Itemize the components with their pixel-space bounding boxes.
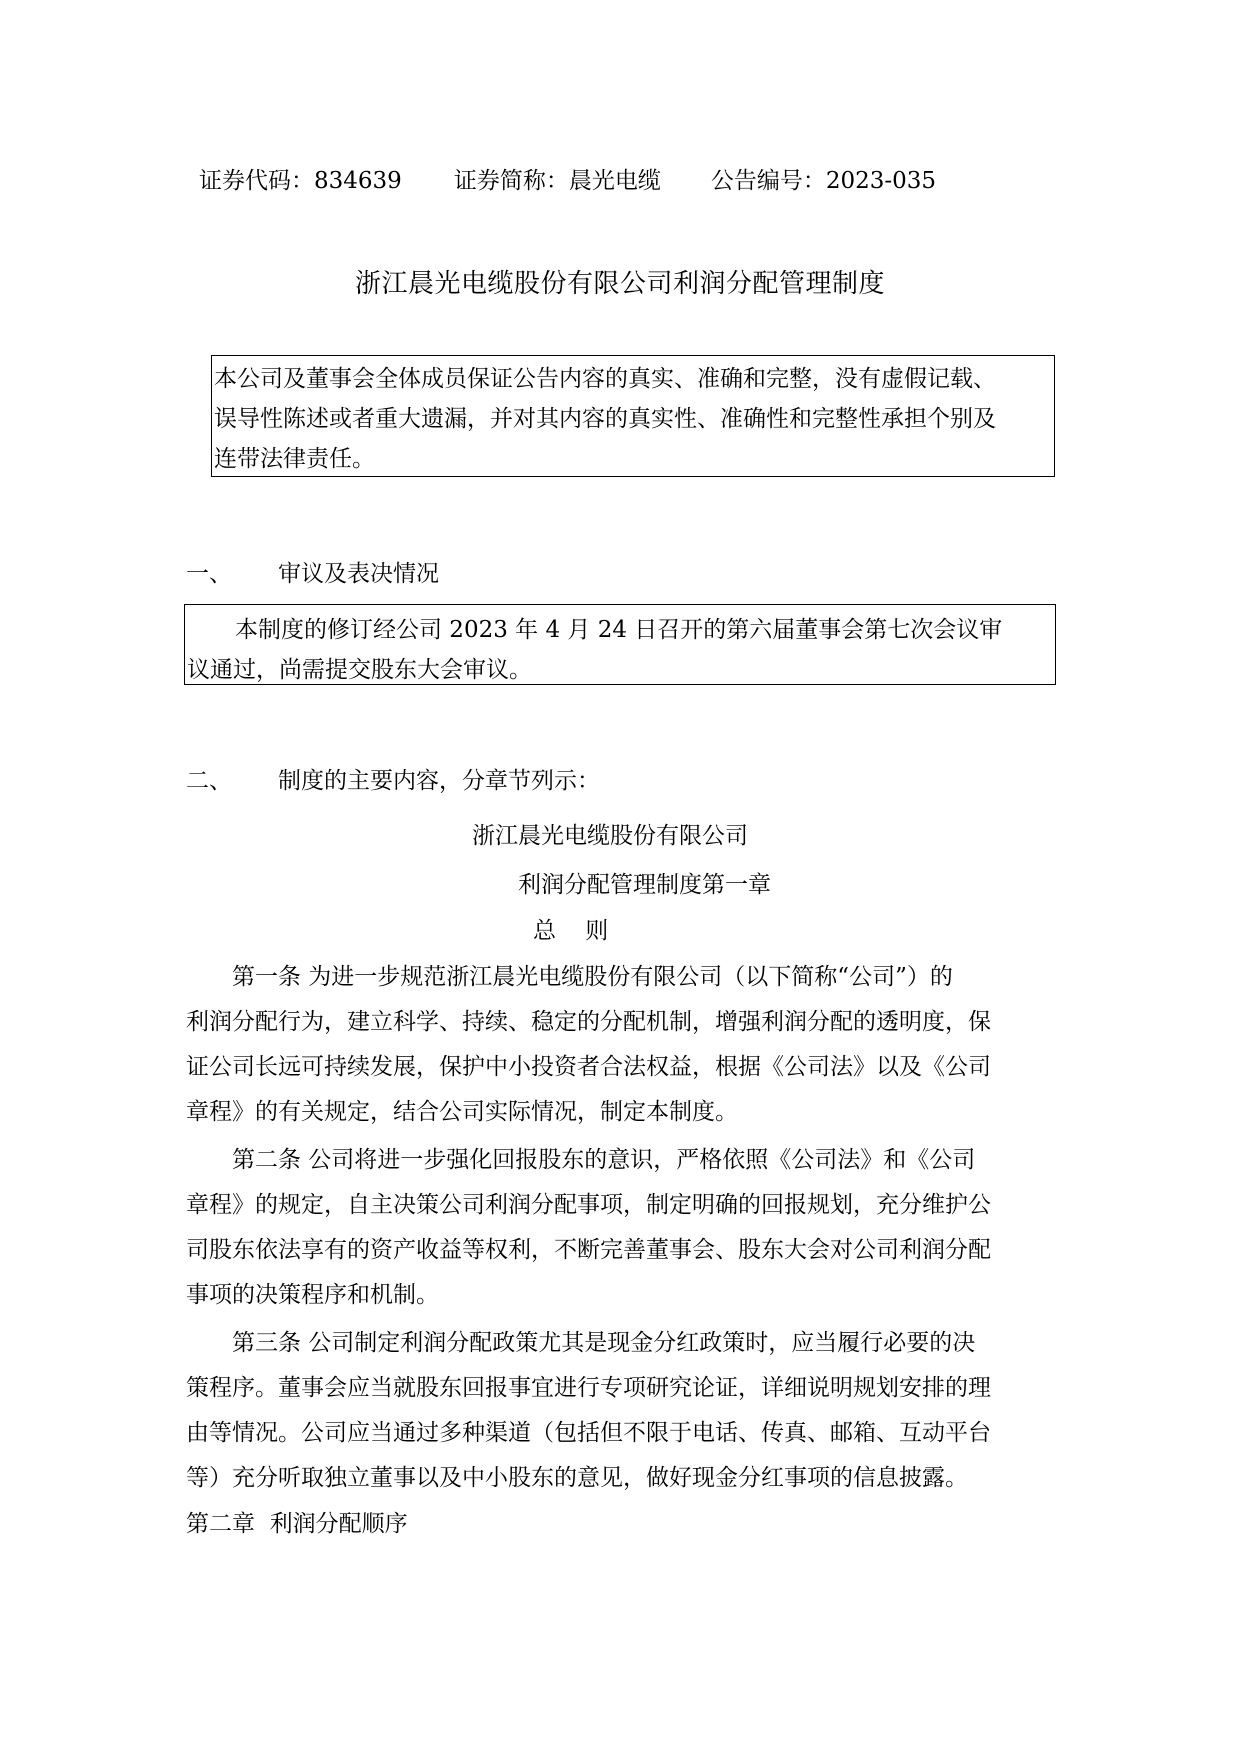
security-code: 证券代码：834639	[199, 168, 402, 194]
disclaimer-box	[211, 355, 1055, 477]
article-3-line: 第三条 公司制定利润分配政策尤其是现金分红政策时，应当履行必要的决	[232, 1330, 976, 1356]
section-heading-1	[186, 555, 439, 588]
approval-line: 议通过，尚需提交股东大会审议。	[187, 657, 532, 683]
article-2-line: 章程》的规定，自主决策公司利润分配事项，制定明确的回报规划，充分维护公	[186, 1192, 991, 1218]
section-title: 制度的主要内容，分章节列示：	[278, 768, 600, 794]
section-number: 一、	[186, 561, 232, 587]
approval-line: 本制度的修订经公司 2023 年 4 月 24 日召开的第六届董事会第七次会议审	[235, 617, 1003, 643]
document-title: 浙江晨光电缆股份有限公司利润分配管理制度	[354, 269, 885, 299]
article-1-line: 章程》的有关规定，结合公司实际情况，制定本制度。	[186, 1099, 738, 1125]
disclaimer-line: 误导性陈述或者重大遗漏，并对其内容的真实性、准确性和完整性承担个别及	[214, 406, 996, 432]
disclaimer-line: 连带法律责任。	[214, 446, 375, 472]
section-title: 审议及表决情况	[278, 561, 439, 587]
section-number: 二、	[186, 768, 232, 794]
announcement-number: 公告编号：2023-035	[710, 168, 937, 194]
article-2-line: 第二条 公司将进一步强化回报股东的意识，严格依照《公司法》和《公司	[232, 1147, 976, 1173]
security-abbreviation: 证券简称：晨光电缆	[453, 168, 661, 194]
article-2-line: 司股东依法享有的资产收益等权利，不断完善董事会、股东大会对公司利润分配	[186, 1237, 991, 1263]
article-3-line: 由等情况。公司应当通过多种渠道（包括但不限于电话、传真、邮箱、互动平台	[186, 1420, 991, 1446]
regulation-company: 浙江晨光电缆股份有限公司	[472, 823, 748, 849]
disclaimer-line: 本公司及董事会全体成员保证公告内容的真实、准确和完整，没有虚假记载、	[214, 366, 996, 392]
section-heading-2	[186, 762, 600, 795]
chapter-2-heading: 第二章 利润分配顺序	[186, 1511, 408, 1537]
approval-box	[184, 604, 1056, 685]
article-1-line: 第一条 为进一步规范浙江晨光电缆股份有限公司（以下简称“公司”）的	[232, 964, 953, 990]
article-2-line: 事项的决策程序和机制。	[186, 1282, 439, 1308]
regulation-title-chapter: 利润分配管理制度第一章	[518, 872, 771, 898]
chapter-general-heading: 总 则	[533, 918, 609, 944]
article-3-line: 策程序。董事会应当就股东回报事宜进行专项研究论证，详细说明规划安排的理	[186, 1375, 991, 1401]
announcement-header	[199, 162, 936, 195]
article-1-line: 证公司长远可持续发展，保护中小投资者合法权益，根据《公司法》以及《公司	[186, 1054, 991, 1080]
article-1-line: 利润分配行为，建立科学、持续、稳定的分配机制，增强利润分配的透明度，保	[186, 1009, 991, 1035]
article-3-line: 等）充分听取独立董事以及中小股东的意见，做好现金分红事项的信息披露。	[186, 1465, 968, 1491]
